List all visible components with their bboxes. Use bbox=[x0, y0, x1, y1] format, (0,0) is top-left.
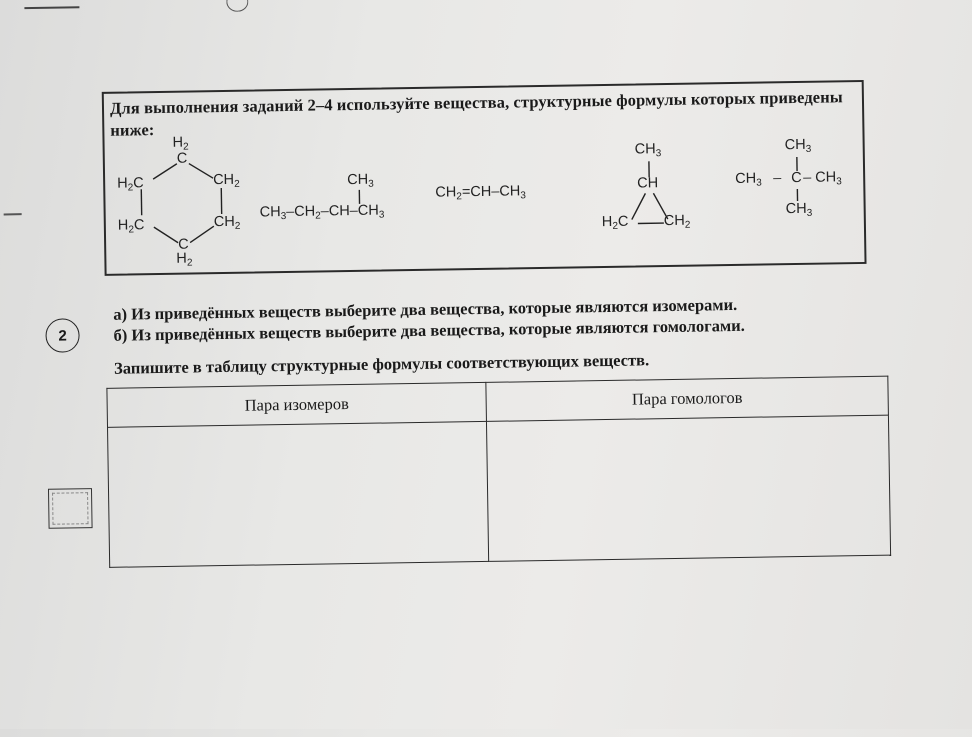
neopentane-dash-right: – bbox=[803, 170, 811, 186]
methylcyclopropane-left: $H_2C$ bbox=[602, 214, 629, 230]
score-box[interactable] bbox=[48, 488, 93, 529]
cyclohexane-bottom-c: C bbox=[178, 237, 189, 253]
neopentane-center: C bbox=[791, 170, 802, 186]
cyclohexane-upper-right: $CH_2$ bbox=[213, 172, 240, 188]
methylbutane-branch: $CH_3$ bbox=[347, 172, 374, 188]
task-number-badge: 2 bbox=[45, 318, 80, 353]
top-edge-mark bbox=[226, 0, 248, 12]
margin-dash bbox=[4, 213, 22, 215]
cyclohexane-upper-left: $H_2C$ bbox=[117, 175, 144, 191]
methylbutane-chain: $CH_3-CH_2-CH-CH_3$ bbox=[260, 202, 385, 220]
neopentane-dash-left: – bbox=[773, 170, 781, 186]
molecule-methylcyclopropane bbox=[597, 140, 719, 242]
methylcyclopropane-right: $CH_2$ bbox=[664, 213, 691, 229]
header-isomers: Пара изомеров bbox=[107, 382, 487, 427]
task-part-b: б) Из приведённых веществ выберите два вещества, которые являются гомологами. bbox=[113, 316, 745, 346]
molecule-methylbutane bbox=[259, 169, 430, 232]
answer-cell-isomers[interactable] bbox=[108, 421, 489, 567]
answer-cell-homologs[interactable] bbox=[487, 415, 891, 561]
answer-table-row bbox=[108, 415, 891, 567]
cyclohexane-top-c: C bbox=[177, 151, 188, 167]
top-edge-line bbox=[24, 6, 79, 9]
cyclohexane-lower-left: $H_2C$ bbox=[118, 217, 145, 233]
molecule-propene bbox=[435, 182, 575, 208]
neopentane-right: $CH_3$ bbox=[815, 169, 842, 185]
neopentane-bottom: $CH_3$ bbox=[786, 201, 813, 217]
neopentane-left: $CH_3$ bbox=[735, 171, 762, 187]
cyclohexane-bottom-h2: $H_2$ bbox=[176, 251, 192, 267]
molecule-neopentane bbox=[735, 136, 866, 228]
task-part-a: а) Из приведённых веществ выберите два вещества, которые являются изомерами. bbox=[113, 295, 737, 325]
cyclohexane-lower-right: $CH_2$ bbox=[214, 214, 241, 230]
answer-table bbox=[106, 376, 891, 568]
neopentane-top: $CH_3$ bbox=[785, 137, 812, 153]
substances-box bbox=[102, 80, 867, 276]
methylcyclopropane-ch3: $CH_3$ bbox=[635, 141, 662, 157]
task-write-instruction: Запишите в таблицу структурные формулы соответствующих веществ. bbox=[114, 350, 649, 378]
instruction-text: Для выполнения заданий 2–4 используйте вещества, структурные формулы которых приведены ниже: bbox=[110, 86, 861, 142]
header-homologs: Пара гомологов bbox=[486, 376, 888, 421]
methylcyclopropane-ch: CH bbox=[637, 175, 658, 191]
propene-formula: $CH_2=CH-CH_3$ bbox=[435, 183, 526, 200]
molecule-cyclohexane bbox=[112, 136, 254, 274]
cyclohexane-top-h2: $H_2$ bbox=[172, 135, 188, 151]
